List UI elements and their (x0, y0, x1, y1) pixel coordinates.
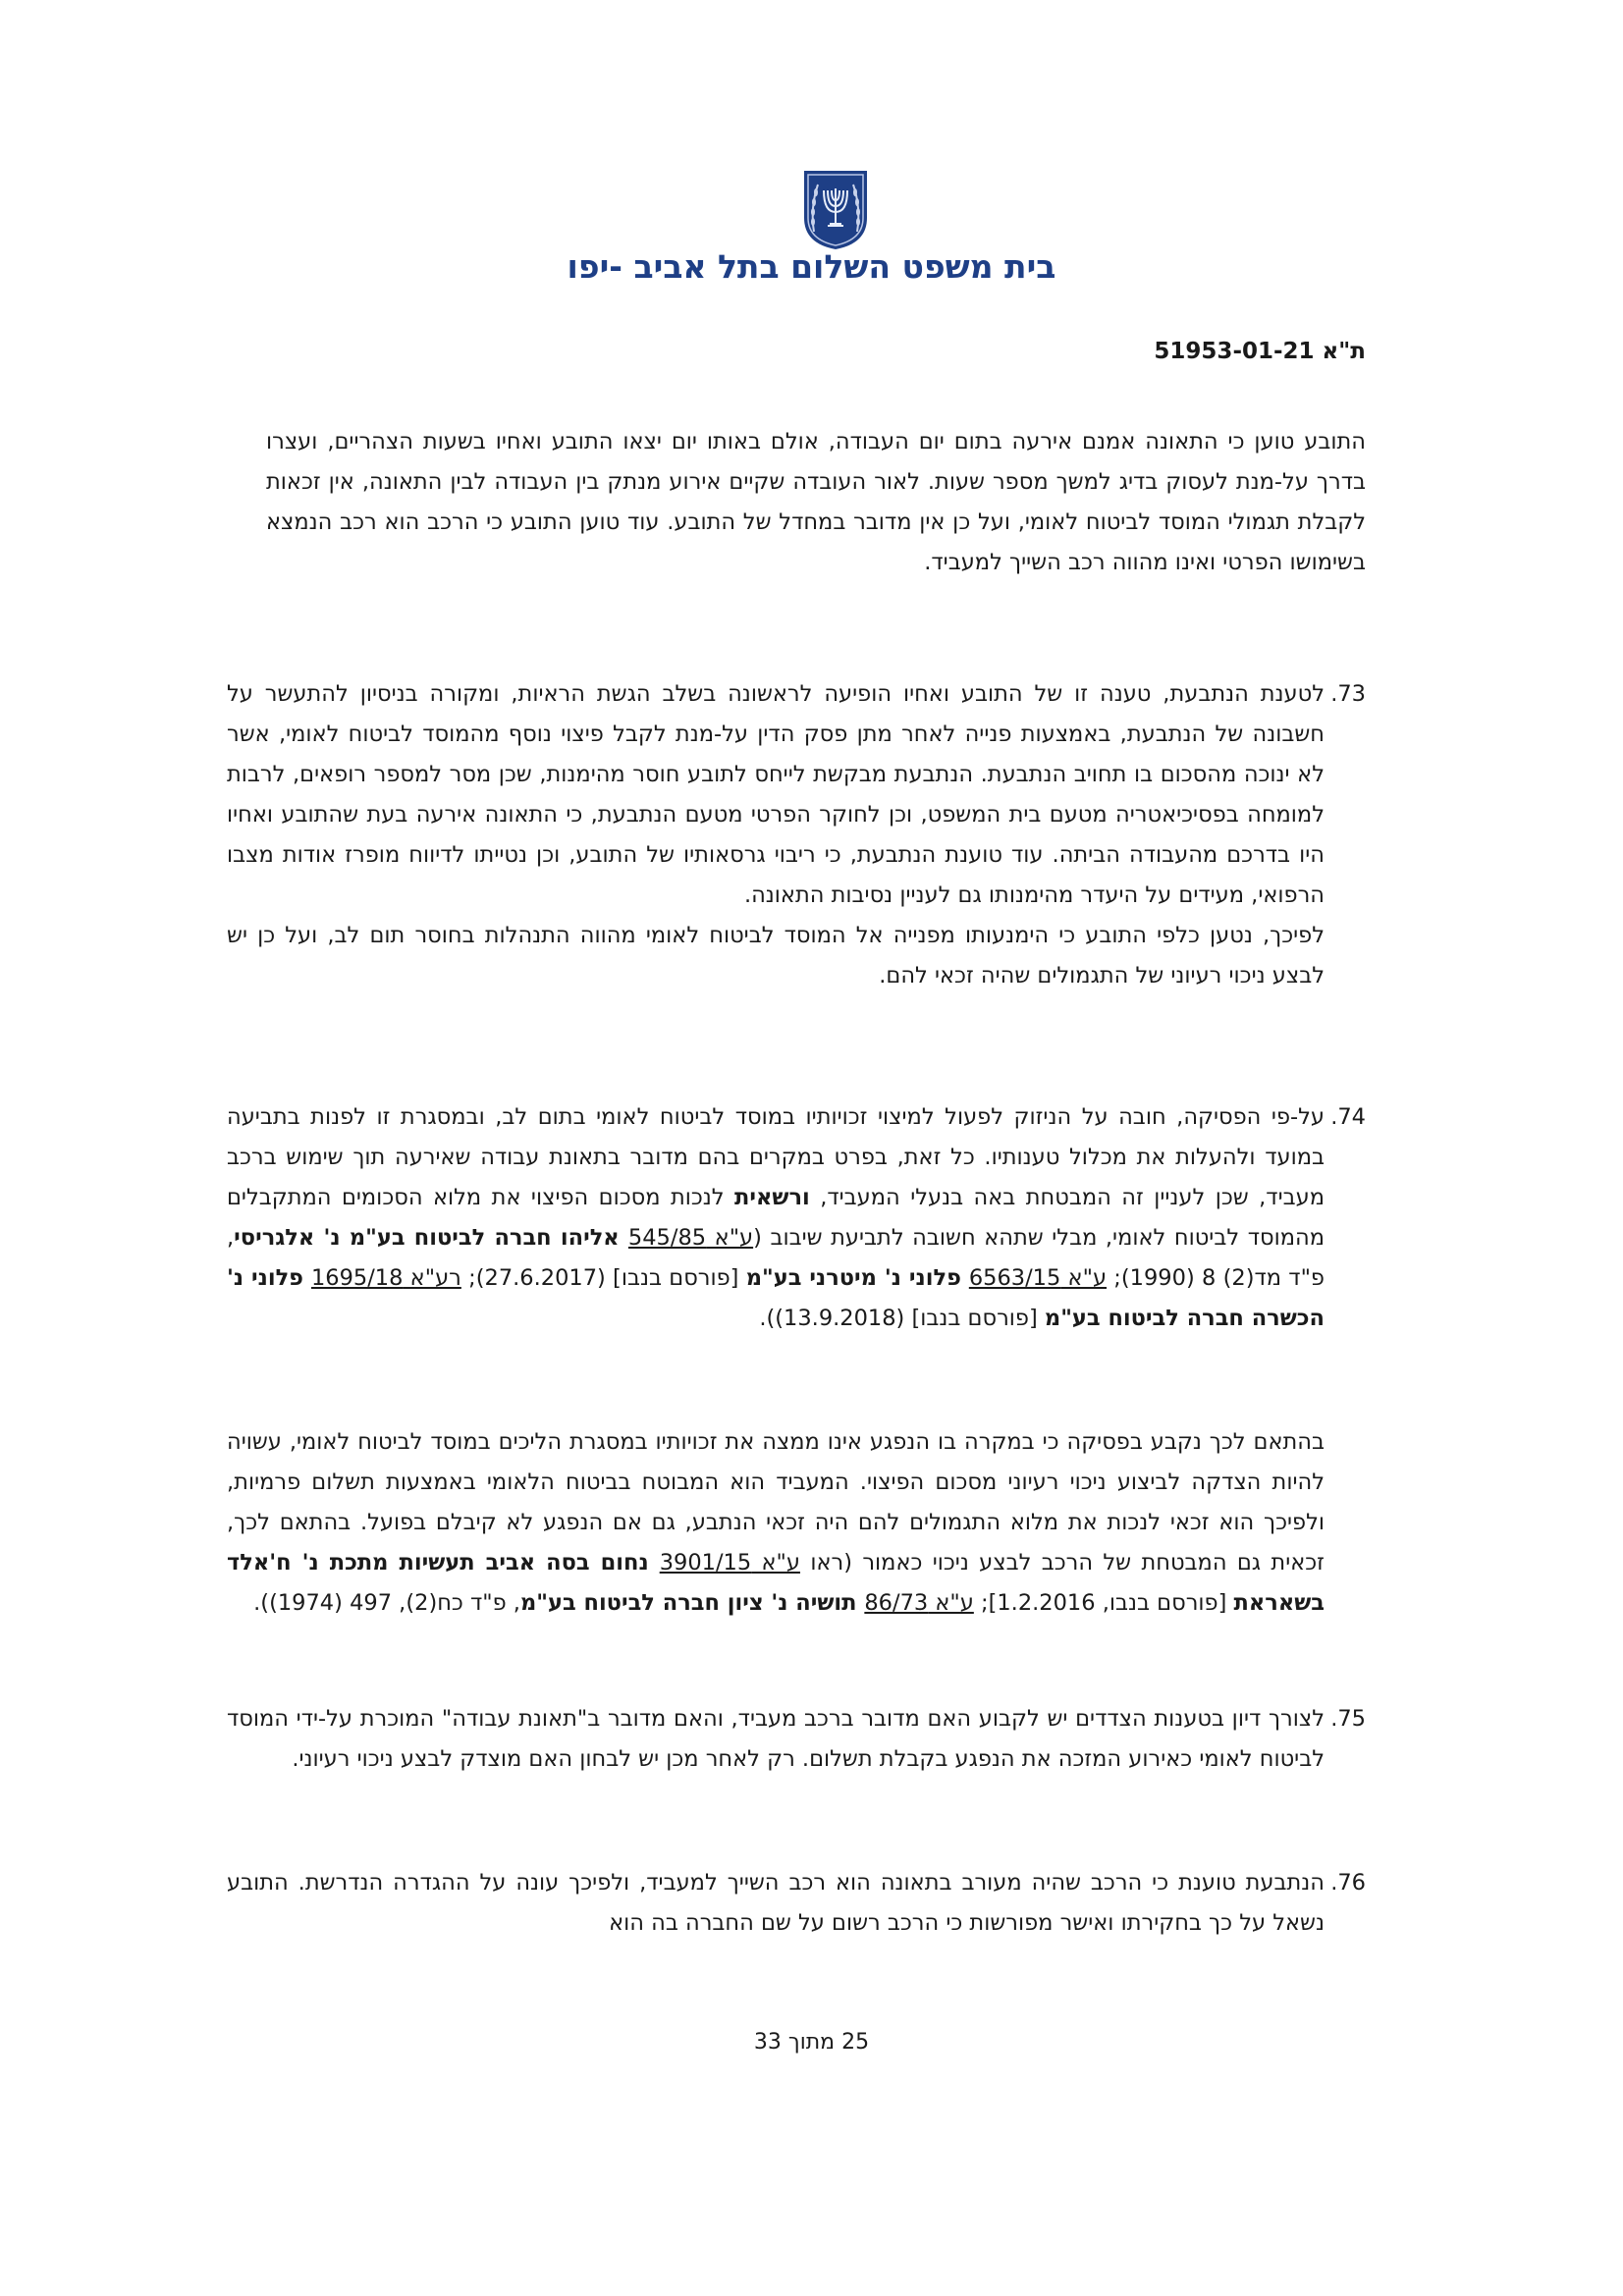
paragraph-73 (227, 674, 1366, 996)
case-number: ת"א 51953-01-21 (1154, 339, 1366, 364)
paragraph-text: הנתבעת טוענת כי הרכב שהיה מעורב בתאונה הוא רכב השייך למעביד, ולפיכך עונה על ההגדרה הנדרשת. התובע נשאל על כך בחקירתו ואישר מפורשות כי הרכב רשום על שם החברה בה הוא (227, 1870, 1325, 1936)
citation-link[interactable]: ע"א 6563/15 (968, 1265, 1108, 1291)
page-number: 25 מתוך 33 (753, 2030, 870, 2055)
court-name: בית משפט השלום בתל אביב -יפו (567, 247, 1056, 286)
paragraph-76 (227, 1863, 1366, 1944)
text-segment: על-פי הפסיקה, חובה על הניזוק לפעול למיצוי זכויותיו במוסד לביטוח לאומי בתום לב, ובמסגרת זו לפנות בתביעה במועד ולהעלות את מכלול טענותיו. כל זאת, בפרט במקרים בהם מדובר בתאונת עבודה שאירעה תוך שימוש ברכב מעביד, שכן לעניין זה המבטחת באה בנעלי המעביד, (227, 1104, 1325, 1210)
paragraph-number: 76. (1330, 1870, 1366, 1896)
citation-case-name: אליהו חברה לביטוח בע"מ נ' אלגריסי (234, 1225, 628, 1251)
citation-link[interactable]: ע"א 545/85 (627, 1225, 754, 1251)
paragraph-number: 74. (1330, 1104, 1366, 1130)
middle-paragraph (227, 1422, 1366, 1624)
citation-tail: , פ"ד מד(2) 8 (1990); (227, 1225, 1325, 1291)
citation-case-name: תושיה נ' ציון חברה לביטוח בע"מ (519, 1590, 865, 1616)
paragraph-text (227, 1097, 1325, 1339)
paragraph-74 (227, 1097, 1366, 1339)
citation-case-name: נחום בסה אביב תעשיות מתכת נ' ח'אלד בשאראת (227, 1550, 1325, 1616)
intro-paragraph: התובע טוען כי התאונה אמנם אירעה בתום יום העבודה, אולם באותו יום יצאו התובע ואחיו בשעות הצהריים, ועצרו בדרך על-מנת לעסוק בדיג למשך מספר שעות. לאור העובדה שקיים אירוע מנתק בין העבודה לבין התאונה, אין זכאות לקבלת תגמולי המוסד לביטוח לאומי, ועל כן אין מדובר במחדל של התובע. עוד טוען התובע כי הרכב הוא רכב הנמצא בשימושו הפרטי ואינו מהווה רכב השייך למעביד. (266, 429, 1366, 575)
text-segment: לנכות מסכום הפיצוי את מלוא הסכומים המתקבלים מהמוסד לביטוח לאומי, מבלי שתהא חשובה לתביעת שיבוב ( (227, 1185, 1325, 1251)
paragraph-number: 73. (1330, 681, 1366, 707)
paragraph-number: 75. (1330, 1706, 1366, 1732)
citation-tail: [פורסם בנבו] (13.9.2018)). (759, 1306, 1045, 1331)
paragraph-text-continuation: לפיכך, נטען כלפי התובע כי הימנעותו מפנייה אל המוסד לביטוח לאומי מהווה התנהלות בחוסר תום לב, ועל כן יש לבצע ניכוי רעיוני של התגמולים שהיה זכאי להם. (227, 923, 1325, 988)
state-emblem-icon (800, 167, 871, 251)
paragraph-75 (227, 1699, 1366, 1780)
citation-tail: [פורסם בנבו, 1.2.2016]; (973, 1590, 1234, 1616)
citation-link[interactable]: רע"א 1695/18 (310, 1265, 461, 1291)
paragraph-text (227, 1422, 1325, 1624)
citation-tail: , פ"ד כח(2), 497 (1974)). (253, 1590, 520, 1616)
text-segment: בהתאם לכך נקבע בפסיקה כי במקרה בו הנפגע אינו ממצה את זכויותיו במסגרת הליכים במוסד לביטוח לאומי, עשויה להיות הצדקה לביצוע ניכוי רעיוני מסכום הפיצוי. המעביד הוא המבוטח בביטוח הלאומי באמצעות תשלום פרמיות, ולפיכך הוא זכאי לנכות את מלוא התגמולים להם היה זכאי הנתבע, גם אם הנפגע לא קיבלם בפועל. בהתאם לכך, זכאית גם המבטחת של הרכב לבצע ניכוי כאמור (ראו (227, 1429, 1325, 1575)
citation-tail: [פורסם בנבו] (27.6.2017); (460, 1265, 746, 1291)
citation-link[interactable]: ע"א 86/73 (864, 1590, 974, 1616)
citation-case-name: פלוני נ' מיטרני בע"מ (745, 1265, 969, 1291)
citation-case-name: פלוני נ' הכשרה חברה לביטוח בע"מ (227, 1265, 1325, 1331)
paragraph-text: לצורך דיון בטענות הצדדים יש לקבוע האם מדובר ברכב מעביד, והאם מדובר ב"תאונת עבודה" המוכרת על-ידי המוסד לביטוח לאומי כאירוע המזכה את הנפגע בקבלת תשלום. רק לאחר מכן יש לבחון האם מוצדק לבצע ניכוי רעיוני. (227, 1706, 1325, 1772)
text-segment-bold: ורשאית (734, 1185, 810, 1210)
citation-link[interactable]: ע"א 3901/15 (659, 1550, 800, 1575)
paragraph-text: לטענת הנתבעת, טענה זו של התובע ואחיו הופיעה לראשונה בשלב הגשת הראיות, ומקורה בניסיון להתעשר על חשבונה של הנתבעת, באמצעות פנייה לאחר מתן פסק הדין על-מנת לקבל פיצוי נוסף מהמוסד לביטוח לאומי, אשר לא ינוכה מהסכום בו תחויב הנתבעת. הנתבעת מבקשת לייחס לתובע חוסר מהימנות, שכן מסר למספר רופאים, לרבות למומחה בפסיכיאטריה מטעם בית המשפט, וכן לחוקר הפרטי מטעם הנתבעת, כי התאונה אירעה בעת שהתובע ואחיו היו בדרכם מהעבודה הביתה. עוד טוענת הנתבעת, כי ריבוי גרסאותיו של התובע, וכן נטייתו לדיווח מופרז אודות מצבו הרפואי, מעידים על היעדר מהימנותו גם לעניין נסיבות התאונה. (227, 681, 1325, 908)
